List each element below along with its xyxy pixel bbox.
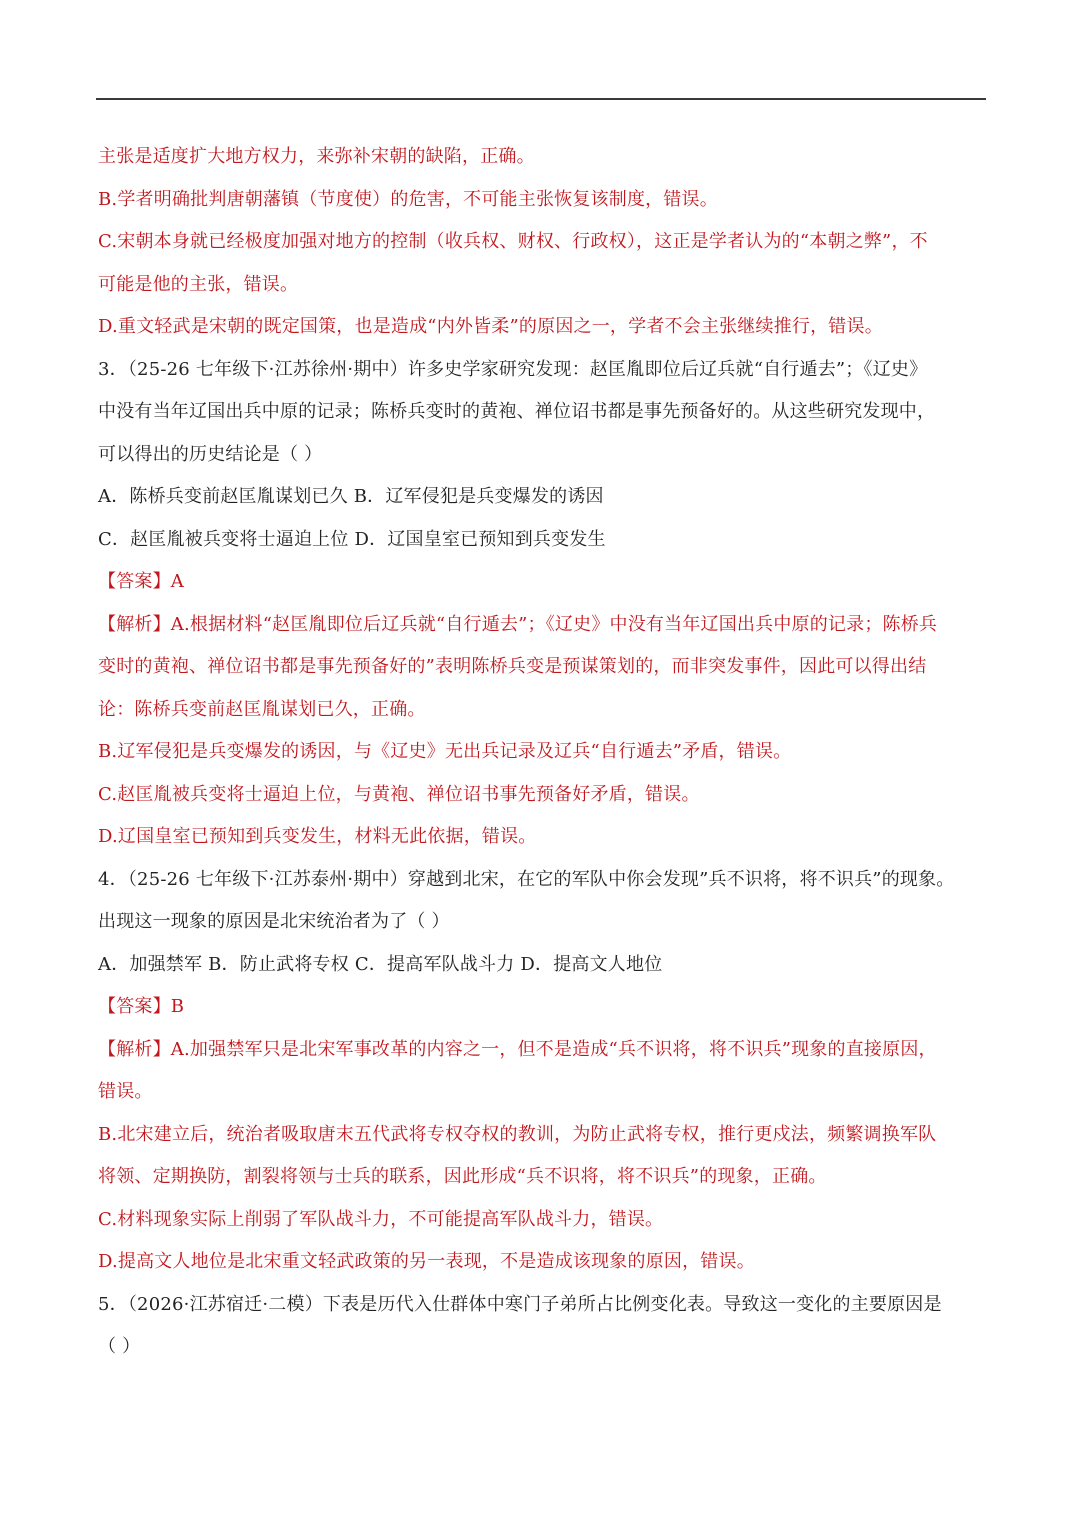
q4-analysis-b-cont: 将领、定期换防，割裂将领与士兵的联系，因此形成“兵不识将，将不识兵”的现象，正确。	[98, 1166, 827, 1187]
q4-analysis-a-cont: 错误。	[98, 1081, 153, 1102]
q3-analysis-a: 【解析】A.根据材料“赵匡胤即位后辽兵就“自行遁去”；《辽史》中没有当年辽国出兵中原的记录；陈桥兵	[98, 613, 938, 635]
header-rule	[96, 98, 986, 100]
q4-options: A．加强禁军 B．防止武将专权 C．提高军队战斗力 D．提高文人地位	[98, 953, 663, 975]
q2-analysis-c-cont: 可能是他的主张，错误。	[98, 273, 299, 295]
q2-analysis-a-cont: 主张是适度扩大地方权力，来弥补宋朝的缺陷，正确。	[98, 146, 535, 167]
q4-analysis-d: D.提高文人地位是北宋重文轻武政策的另一表现，不是造成该现象的原因，错误。	[98, 1251, 755, 1272]
q3-stem-cont-1: 中没有当年辽国出兵中原的记录；陈桥兵变时的黄袍、禅位诏书都是事先预备好的。从这些研究发现中，	[98, 401, 936, 422]
q3-stem: 3．（25-26 七年级下·江苏徐州·期中）许多史学家研究发现：赵匡胤即位后辽兵就“自行遁去”；《辽史》	[98, 358, 928, 380]
q4-answer: 【答案】B	[98, 996, 185, 1017]
q4-analysis-c: C.材料现象实际上削弱了军队战斗力，不可能提高军队战斗力，错误。	[98, 1208, 664, 1230]
document-body	[98, 136, 982, 1369]
q4-analysis-b: B.北宋建立后，统治者吸取唐末五代武将专权夺权的教训，为防止武将专权，推行更戍法，频繁调换军队	[98, 1123, 937, 1145]
q2-analysis-c: C.宋朝本身就已经极度加强对地方的控制（收兵权、财权、行政权），这正是学者认为的“本朝之弊”，不	[98, 231, 928, 252]
q3-options-ab: A．陈桥兵变前赵匡胤谋划已久 B．辽军侵犯是兵变爆发的诱因	[98, 486, 604, 507]
q3-analysis-c: C.赵匡胤被兵变将士逼迫上位，与黄袍、禅位诏书事先预备好矛盾，错误。	[98, 783, 700, 805]
q2-analysis-d: D.重文轻武是宋朝的既定国策，也是造成“内外皆柔”的原因之一，学者不会主张继续推行，错误。	[98, 316, 883, 337]
q3-analysis-b: B.辽军侵犯是兵变爆发的诱因，与《辽史》无出兵记录及辽兵“自行遁去”矛盾，错误。	[98, 741, 792, 762]
q3-analysis-d: D.辽国皇室已预知到兵变发生，材料无此依据，错误。	[98, 826, 537, 847]
q3-analysis-a-cont-2: 论：陈桥兵变前赵匡胤谋划已久，正确。	[98, 698, 426, 720]
q5-stem-cont: （ ）	[98, 1336, 141, 1357]
q3-answer: 【答案】A	[98, 571, 184, 592]
q4-stem-cont: 出现这一现象的原因是北宋统治者为了（ ）	[98, 911, 450, 932]
q3-analysis-a-cont-1: 变时的黄袍、禅位诏书都是事先预备好的”表明陈桥兵变是预谋策划的，而非突发事件，因此可以得出结	[98, 656, 927, 677]
q4-analysis-a: 【解析】A.加强禁军只是北宋军事改革的内容之一，但不是造成“兵不识将，将不识兵”现象的直接原因，	[98, 1038, 937, 1060]
q3-options-cd: C．赵匡胤被兵变将士逼迫上位 D．辽国皇室已预知到兵变发生	[98, 528, 606, 550]
q5-stem: 5．（2026·江苏宿迁·二模）下表是历代入仕群体中寒门子弟所占比例变化表。导致这一变化的主要原因是	[98, 1293, 942, 1315]
q4-stem: 4．（25-26 七年级下·江苏泰州·期中）穿越到北宋，在它的军队中你会发现”兵不识将，将不识兵”的现象。	[98, 868, 955, 890]
q3-stem-cont-2: 可以得出的历史结论是（ ）	[98, 443, 323, 465]
q2-analysis-b: B.学者明确批判唐朝藩镇（节度使）的危害，不可能主张恢复该制度，错误。	[98, 188, 718, 210]
